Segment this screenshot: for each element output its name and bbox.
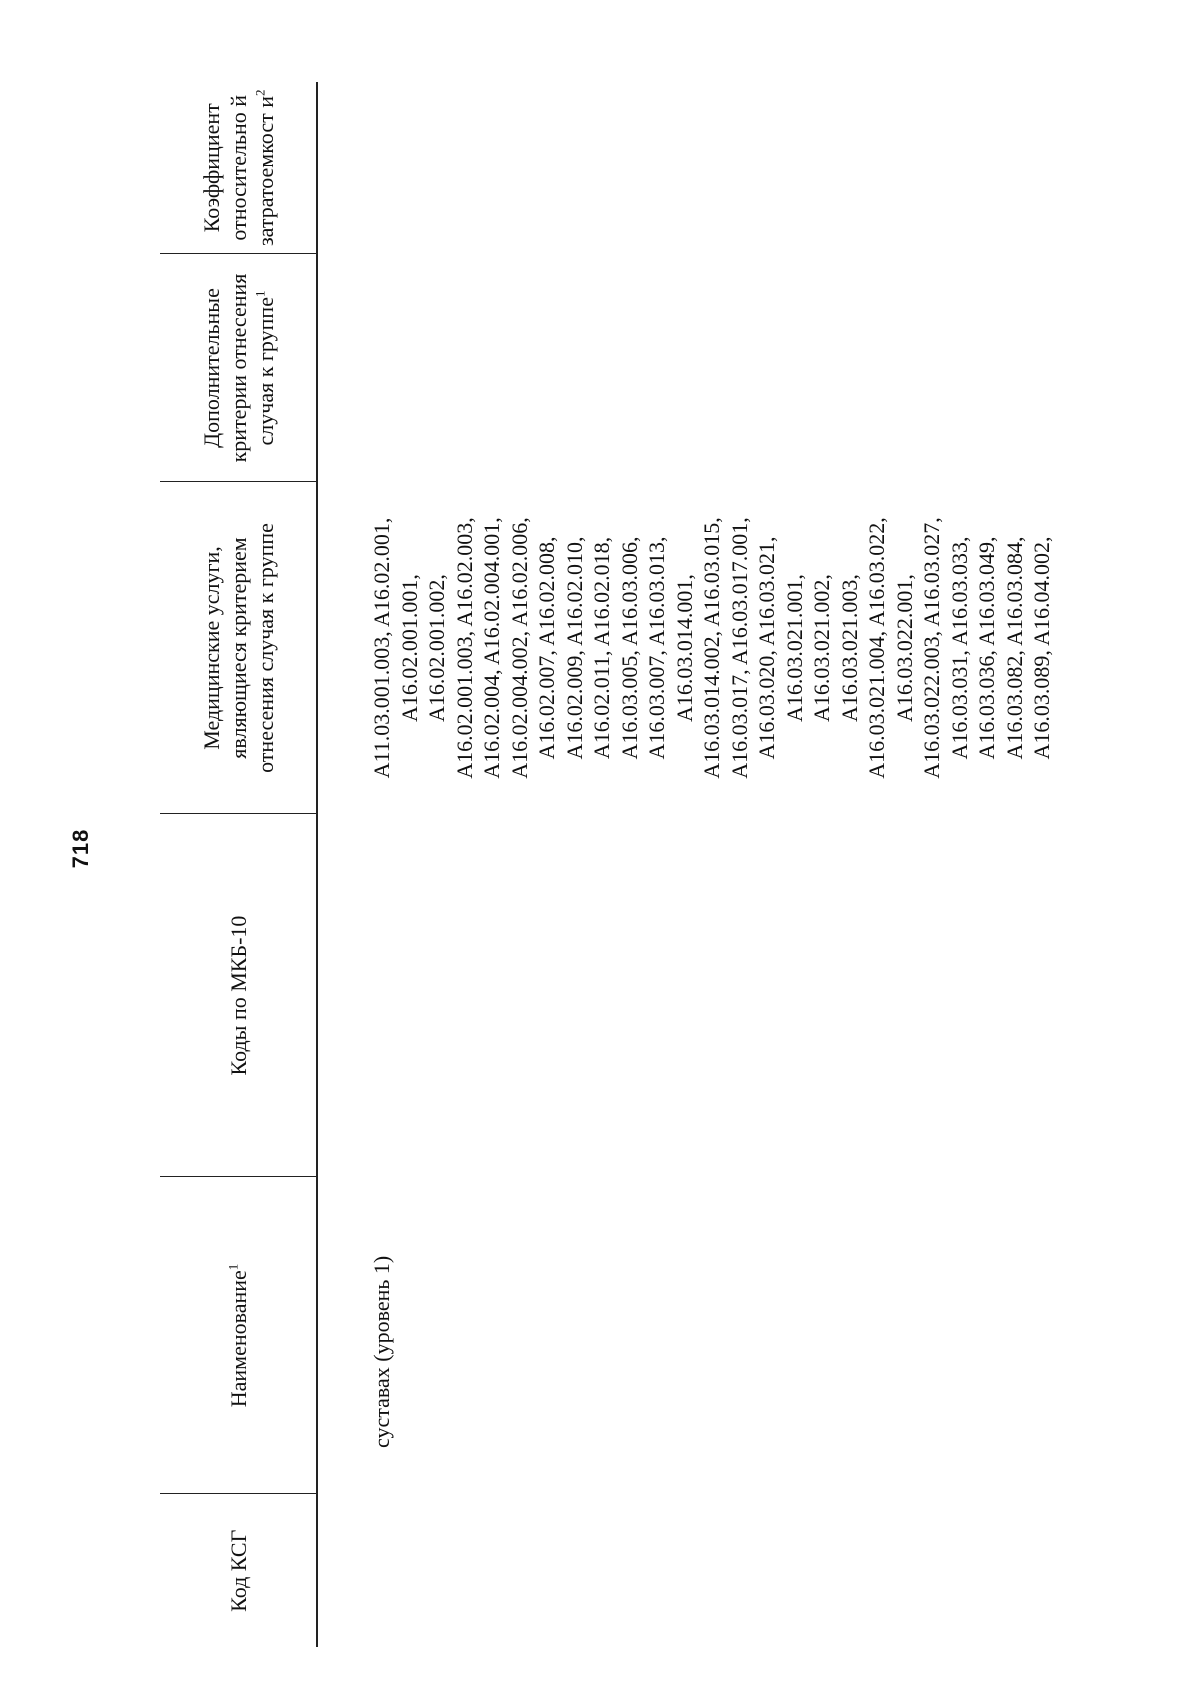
- service-code-line: A16.03.014.001,: [671, 574, 697, 722]
- cell-coefficient: [317, 82, 1056, 254]
- cell-services: [317, 482, 1056, 814]
- cell-name: суставах (уровень 1): [369, 1255, 394, 1448]
- cell-criteria: [317, 254, 1056, 482]
- service-code-line: A16.03.014.002, A16.03.015,: [699, 517, 724, 779]
- service-code-line: A16.02.001.003, A16.02.003,: [451, 517, 477, 779]
- service-code-line: A16.03.021.004, A16.03.022,: [864, 517, 889, 779]
- service-code-line: A16.03.021.003,: [836, 574, 862, 722]
- service-code-line: A16.02.001.001,: [396, 574, 422, 722]
- service-code-line: A16.03.005, A16.03.006,: [616, 536, 642, 760]
- cell-code-ksg: [317, 1494, 1056, 1647]
- cell-mkb-codes: [317, 814, 1056, 1177]
- header-name: Наименование$^1$: [160, 1177, 317, 1494]
- header-criteria: Дополнительные критерии отнесения случая к группе$^1$: [160, 254, 317, 482]
- service-code-line: A16.02.004, A16.02.004.001,: [479, 517, 504, 779]
- services-list: [368, 482, 1056, 814]
- service-code-line: A16.03.031, A16.03.033,: [946, 536, 972, 760]
- service-code-line: A16.03.022.003, A16.03.027,: [919, 517, 944, 779]
- ksg-table: [160, 82, 1056, 1647]
- table-header-row: [160, 82, 317, 1647]
- service-code-line: A16.03.021.002,: [809, 574, 834, 722]
- service-code-line: A16.03.021.001,: [781, 574, 807, 722]
- service-code-line: A16.03.020, A16.03.021,: [754, 536, 779, 760]
- ksg-table-wrapper: [160, 82, 1056, 1647]
- service-code-line: A16.03.089, A16.04.002,: [1029, 536, 1054, 760]
- service-code-line: A11.03.001.003, A16.02.001,: [369, 517, 394, 779]
- page-number: 718: [68, 828, 93, 869]
- service-code-line: A16.02.004.002, A16.02.006,: [506, 517, 532, 779]
- header-mkb-codes: Коды по МКБ-10: [160, 814, 317, 1177]
- service-code-line: A16.03.036, A16.03.049,: [974, 536, 999, 760]
- service-code-line: A16.03.007, A16.03.013,: [644, 536, 669, 760]
- service-code-line: A16.02.001.002,: [424, 574, 449, 722]
- service-code-line: A16.03.017, A16.03.017.001,: [726, 517, 752, 779]
- header-coefficient: Коэффициент относительно й затратоемкост $и^2$: [160, 82, 317, 254]
- service-code-line: A16.03.082, A16.03.084,: [1001, 536, 1027, 760]
- service-code-line: A16.02.011, A16.02.018,: [589, 536, 614, 760]
- header-services: Медицинские услуги, являющиеся критерием отнесения случая к группе: [160, 482, 317, 814]
- service-code-line: A16.02.009, A16.02.010,: [561, 536, 587, 760]
- service-code-line: A16.02.007, A16.02.008,: [534, 536, 559, 760]
- service-code-line: A16.03.022.001,: [891, 574, 917, 722]
- table-row: [317, 82, 1056, 1647]
- header-code-ksg: Код КСГ: [160, 1494, 317, 1647]
